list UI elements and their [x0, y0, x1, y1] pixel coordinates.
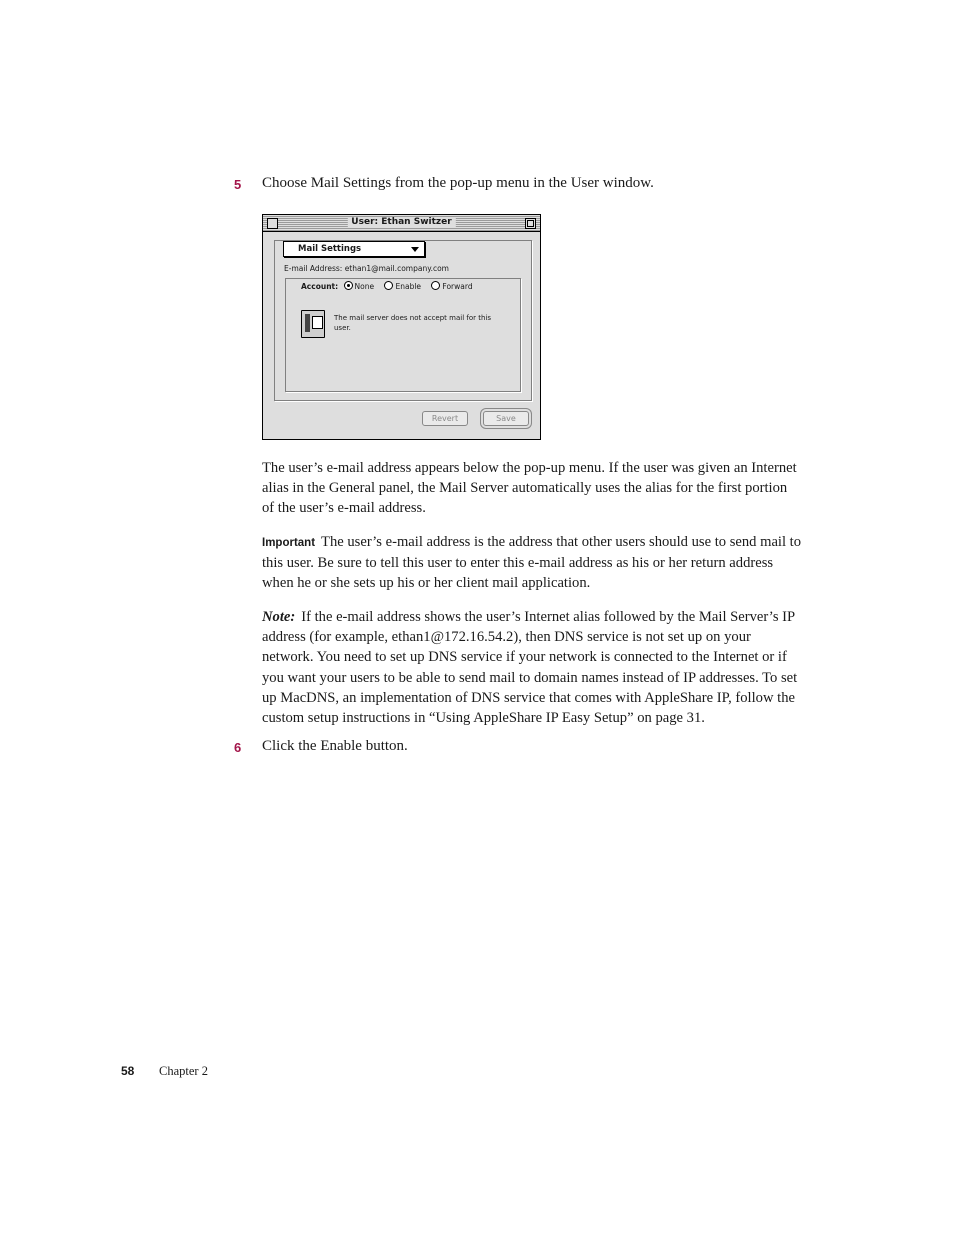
revert-button[interactable]: Revert — [422, 411, 468, 426]
zoom-box-icon[interactable] — [525, 218, 536, 229]
step-number: 6 — [234, 740, 242, 755]
close-box-icon[interactable] — [267, 218, 278, 229]
mail-server-icon — [301, 310, 325, 338]
step-instruction: Click the Enable button. — [262, 738, 408, 754]
radio-forward-label[interactable]: Forward — [442, 282, 473, 291]
important-label: Important — [262, 537, 316, 549]
radio-forward-icon[interactable] — [431, 281, 440, 290]
important-paragraph — [262, 532, 802, 594]
server-status-message: The mail server does not accept mail for this user. — [334, 314, 491, 332]
note-paragraph — [262, 607, 802, 728]
radio-enable-icon[interactable] — [384, 281, 393, 290]
account-label: Account: — [301, 282, 339, 291]
step-instruction: Choose Mail Settings from the pop-up menu in the User window. — [262, 175, 654, 191]
email-value: ethan1@mail.company.com — [344, 264, 449, 273]
window-title: User: Ethan Switzer — [347, 217, 455, 228]
user-window — [262, 214, 541, 440]
radio-none-label[interactable]: None — [354, 282, 375, 291]
settings-popup-menu[interactable] — [283, 241, 425, 257]
save-button[interactable]: Save — [483, 411, 529, 426]
chapter-label: Chapter 2 — [159, 1064, 208, 1078]
radio-enable-label[interactable]: Enable — [395, 282, 422, 291]
title-bar[interactable] — [263, 215, 540, 232]
explanation-paragraph: The user’s e-mail address appears below the pop-up menu. If the user was given an Internet alias in the General panel, the Mail Server automatically uses the alias for the first portion of the user’s e-mail address. — [262, 460, 797, 517]
page-number: 58 — [121, 1064, 135, 1078]
email-address-row — [284, 264, 449, 273]
popup-selected-value: Mail Settings — [298, 244, 362, 254]
popup-arrow-icon — [411, 247, 419, 252]
email-label: E-mail Address: — [284, 264, 343, 273]
note-text: If the e-mail address shows the user’s Internet alias followed by the Mail Server’s IP address (for example, ethan1@172.16.54.2), then DNS service is not set up on your network. You need to set up DNS service if your network is connected to the Internet or if you want your users to be able to send mail to domain names instead of IP addresses. To set up MacDNS, an implementation of DNS service that comes with AppleShare IP, follow the custom setup instructions in “Using AppleShare IP Easy Setup” on page 31. — [262, 609, 798, 727]
note-label: Note: — [262, 609, 296, 625]
step-number: 5 — [234, 177, 242, 192]
account-row — [299, 281, 475, 291]
important-text: The user’s e-mail address is the address that other users should use to send mail to this user. Be sure to tell this user to enter this e-mail address as his or her return address when he or she sets up his or her client mail application. — [262, 534, 802, 592]
radio-none-icon[interactable] — [344, 281, 353, 290]
